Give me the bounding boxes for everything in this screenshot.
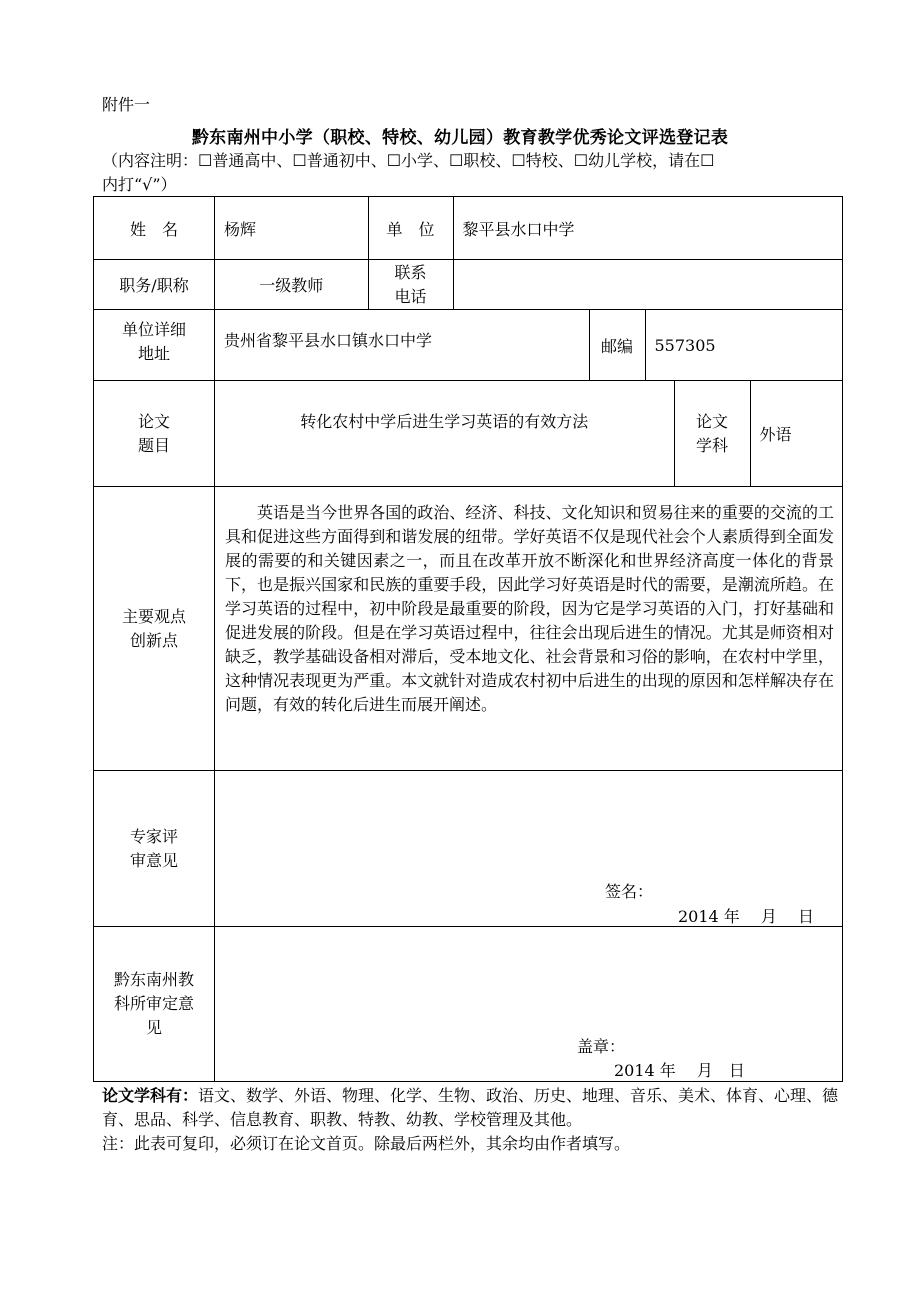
address-label [94, 310, 215, 381]
position-title-label: 职务/职称 [94, 260, 215, 310]
expert-review-date: 2014 年 月 日 [678, 907, 814, 926]
category-note-line-2: 内打“√”） [102, 175, 177, 194]
row-viewpoints [94, 487, 843, 771]
subject-value[interactable]: 外语 [759, 425, 792, 444]
subjects-label: 论文学科有： [102, 1086, 199, 1105]
subjects-text: 语文、数学、外语、物理、化学、生物、政治、历史、地理、音乐、美术、体育、心理、德育、思品、科学、信息教育、职教、特教、幼教、学校管理及其他。 [102, 1086, 839, 1129]
bureau-seal-label: 盖章： [577, 1037, 626, 1056]
viewpoint-text[interactable] [215, 487, 843, 771]
bureau-approval-label-line-3: 见 [145, 1018, 162, 1037]
expert-review-area[interactable] [215, 771, 843, 927]
footer-notes [102, 1084, 842, 1156]
bureau-approval-label [94, 927, 215, 1082]
phone-label [368, 260, 453, 309]
phone-label-line-2: 电话 [394, 286, 427, 306]
paper-title-value[interactable]: 转化农村中学后进生学习英语的有效方法 [300, 412, 589, 431]
subjects-list [102, 1084, 842, 1132]
title-phone-group [215, 260, 843, 310]
bureau-approval-area[interactable] [215, 927, 843, 1082]
address-group [215, 310, 843, 381]
expert-signature-label: 签名： [605, 882, 654, 901]
address-value[interactable]: 贵州省黎平县水口镇水口中学 [224, 331, 433, 350]
viewpoint-label-line-2: 创新点 [129, 630, 178, 650]
category-note-line-1: （内容注明：☐普通高中、☐普通初中、☐小学、☐职校、☐特校、☐幼儿学校，请在☐ [102, 151, 715, 170]
annex-label: 附件一 [102, 95, 151, 114]
expert-review-label [94, 771, 215, 927]
unit-label: 单 位 [368, 197, 453, 259]
subject-label [674, 381, 750, 486]
viewpoint-paragraph: 英语是当今世界各国的政治、经济、科技、文化知识和贸易往来的重要的交流的工具和促进这些方面得到和谐发展的纽带。学好英语不仅是现代社会个人素质得到全面发展的需要的和关键因素之一，而且在改革开放不断深化和世界经济高度一体化的背景下，也是振兴国家和民族的重要手段，因此学习好英语是时代的需要，是潮流所趋。在学习英语的过程中，初中阶段是最重要的阶段，因为它是学习英语的入门，打好基础和促进发展的阶段。但是在学习英语过程中，往往会出现后进生的情况。尤其是师资相对缺乏，教学基础设备相对滞后，受本地文化、社会背景和习俗的影响，在农村中学里，这种情况表现更为严重。本文就针对造成农村初中后进生的出现的原因和怎样解决存在问题，有效的转化后进生而展开阐述。 [225, 503, 834, 714]
paper-title-group [215, 381, 843, 487]
expert-review-label-line-1: 专家评 [129, 826, 178, 846]
viewpoint-label-line-1: 主要观点 [121, 606, 186, 626]
paper-title-label [94, 381, 215, 487]
phone-label-line-1: 联系 [394, 262, 427, 282]
row-title-phone [94, 260, 843, 310]
position-title-value[interactable]: 一级教师 [259, 276, 324, 295]
paper-title-label-line-1: 论文 [137, 411, 170, 431]
row-expert-review [94, 771, 843, 927]
paper-title-label-line-2: 题目 [137, 435, 170, 455]
viewpoint-label [94, 487, 215, 771]
subject-label-line-2: 学科 [695, 435, 728, 455]
postcode-value[interactable]: 557305 [654, 335, 716, 355]
row-bureau-approval [94, 927, 843, 1082]
form-title: 黔东南州中小学（职校、特校、幼儿园）教育教学优秀论文评选登记表 [191, 128, 729, 148]
bureau-approval-label-line-1: 黔东南州教 [113, 970, 194, 989]
bureau-approval-label-line-2: 科所审定意 [113, 994, 194, 1013]
name-unit-group [215, 197, 843, 260]
postcode-label: 邮编 [589, 310, 645, 380]
name-label: 姓 名 [94, 197, 215, 260]
category-note [102, 149, 842, 197]
subject-label-line-1: 论文 [695, 411, 728, 431]
address-label-line-2: 地址 [137, 344, 170, 363]
expert-review-label-line-2: 审意见 [129, 850, 178, 870]
phone-value[interactable] [453, 260, 842, 309]
row-paper-title [94, 381, 843, 487]
row-name-unit [94, 197, 843, 260]
unit-value[interactable]: 黎平县水口中学 [462, 219, 575, 239]
row-address [94, 310, 843, 381]
copy-note: 注：此表可复印，必须订在论文首页。除最后两栏外，其余均由作者填写。 [102, 1134, 631, 1153]
address-label-line-1: 单位详细 [121, 320, 186, 339]
registration-table [93, 196, 843, 1082]
name-value[interactable]: 杨辉 [224, 219, 257, 239]
bureau-approval-date: 2014 年 月 日 [614, 1061, 745, 1080]
